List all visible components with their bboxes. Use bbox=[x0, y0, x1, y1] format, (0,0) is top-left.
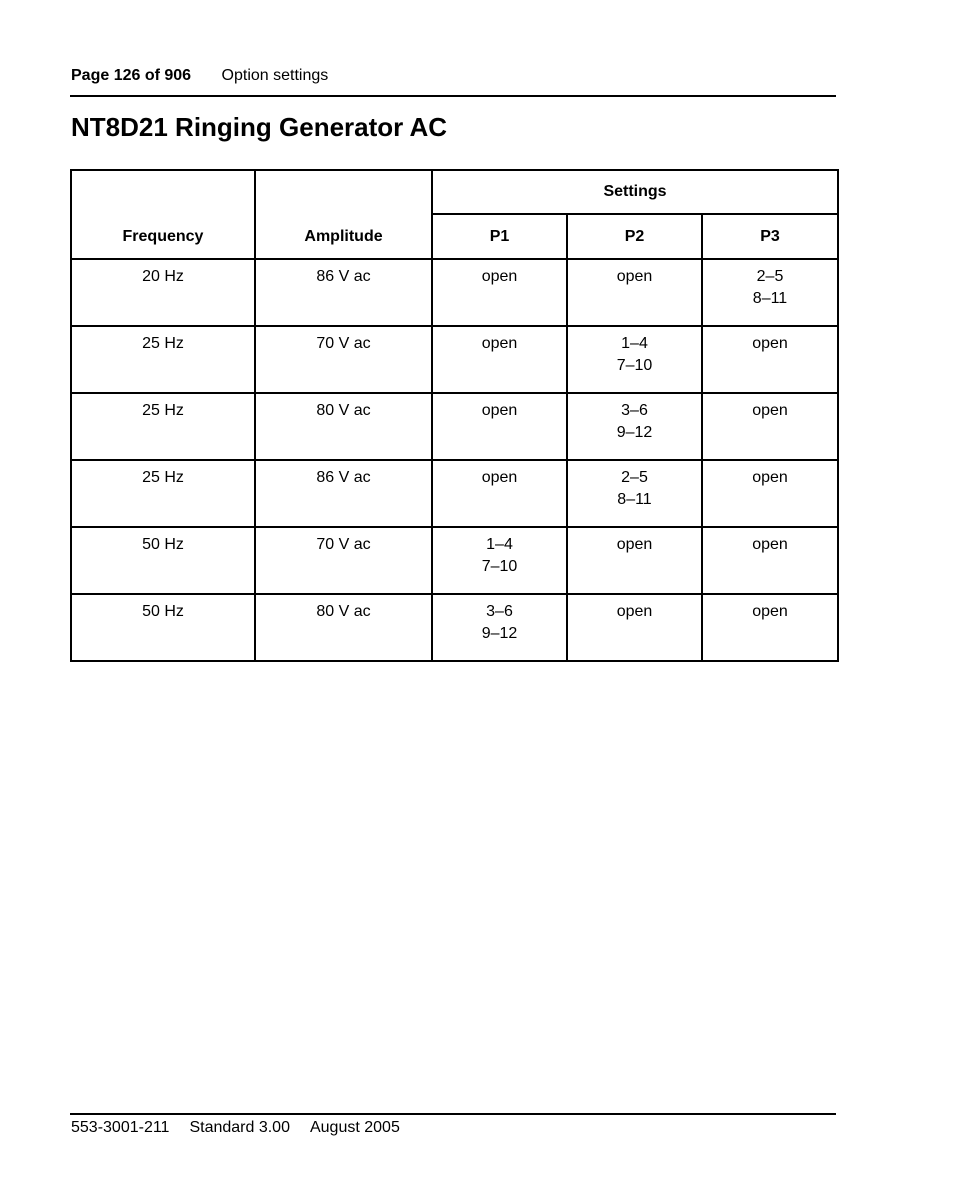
section-name: Option settings bbox=[221, 67, 329, 84]
cell-p3 bbox=[702, 527, 838, 594]
cell-p1-line: 7–10 bbox=[481, 558, 518, 575]
cell-p3-line: open bbox=[752, 536, 788, 553]
table-row bbox=[71, 460, 838, 527]
cell-p1-line: open bbox=[481, 402, 518, 419]
cell-amplitude: 70 V ac bbox=[255, 527, 432, 594]
cell-p1-line: 3–6 bbox=[486, 603, 513, 620]
cell-p3 bbox=[702, 259, 838, 326]
settings-table bbox=[70, 169, 839, 662]
column-header-p2: P2 bbox=[567, 214, 702, 259]
cell-p3-line: 8–11 bbox=[752, 290, 788, 307]
cell-p1 bbox=[432, 527, 567, 594]
cell-frequency: 20 Hz bbox=[71, 259, 255, 326]
table-body bbox=[71, 259, 838, 661]
cell-p1 bbox=[432, 594, 567, 661]
column-header-p1: P1 bbox=[432, 214, 567, 259]
cell-p2-line: 9–12 bbox=[616, 424, 653, 441]
cell-p2-line: 3–6 bbox=[621, 402, 648, 419]
table-header-row bbox=[71, 170, 838, 214]
table-row bbox=[71, 527, 838, 594]
cell-frequency: 50 Hz bbox=[71, 527, 255, 594]
cell-amplitude: 80 V ac bbox=[255, 393, 432, 460]
cell-p1-line: open bbox=[481, 469, 518, 486]
cell-p1-line: open bbox=[481, 335, 518, 352]
cell-frequency: 25 Hz bbox=[71, 393, 255, 460]
cell-amplitude: 86 V ac bbox=[255, 460, 432, 527]
column-header-p3: P3 bbox=[702, 214, 838, 259]
header-rule bbox=[70, 95, 836, 97]
cell-p3-line: open bbox=[752, 469, 788, 486]
cell-p3 bbox=[702, 326, 838, 393]
cell-p1 bbox=[432, 259, 567, 326]
page-header bbox=[71, 66, 328, 86]
column-header-frequency: Frequency bbox=[71, 170, 255, 259]
publication-date: August 2005 bbox=[309, 1119, 400, 1136]
footer-rule bbox=[70, 1113, 836, 1115]
cell-p3 bbox=[702, 594, 838, 661]
column-header-amplitude: Amplitude bbox=[255, 170, 432, 259]
cell-p2 bbox=[567, 326, 702, 393]
cell-p2 bbox=[567, 594, 702, 661]
cell-p1-line: 1–4 bbox=[486, 536, 513, 553]
cell-p1-line: open bbox=[481, 268, 518, 285]
cell-p1-line: 9–12 bbox=[481, 625, 518, 642]
cell-p1 bbox=[432, 393, 567, 460]
cell-p1 bbox=[432, 460, 567, 527]
document-number: 553-3001-211 bbox=[71, 1119, 170, 1136]
table-row bbox=[71, 259, 838, 326]
column-group-settings: Settings bbox=[432, 170, 838, 214]
cell-p2 bbox=[567, 460, 702, 527]
cell-p2 bbox=[567, 527, 702, 594]
page-number: Page 126 of 906 bbox=[71, 67, 192, 84]
cell-amplitude: 70 V ac bbox=[255, 326, 432, 393]
cell-p2-line: 2–5 bbox=[621, 469, 648, 486]
table-row bbox=[71, 393, 838, 460]
cell-amplitude: 86 V ac bbox=[255, 259, 432, 326]
cell-p2-line: 7–10 bbox=[616, 357, 653, 374]
page-footer bbox=[71, 1118, 420, 1138]
cell-p2-line: 1–4 bbox=[621, 335, 648, 352]
cell-p3 bbox=[702, 460, 838, 527]
cell-p3-line: 2–5 bbox=[756, 268, 784, 285]
cell-p2-line: 8–11 bbox=[617, 491, 652, 508]
cell-p3-line: open bbox=[752, 335, 788, 352]
cell-frequency: 25 Hz bbox=[71, 326, 255, 393]
table-row bbox=[71, 326, 838, 393]
cell-p3-line: open bbox=[752, 603, 788, 620]
standard-version: Standard 3.00 bbox=[189, 1119, 290, 1136]
table-row bbox=[71, 594, 838, 661]
cell-p2-line: open bbox=[616, 536, 653, 553]
cell-amplitude: 80 V ac bbox=[255, 594, 432, 661]
page-title: NT8D21 Ringing Generator AC bbox=[71, 112, 448, 142]
cell-frequency: 50 Hz bbox=[71, 594, 255, 661]
cell-frequency: 25 Hz bbox=[71, 460, 255, 527]
cell-p2 bbox=[567, 393, 702, 460]
cell-p3-line: open bbox=[752, 402, 788, 419]
cell-p2-line: open bbox=[616, 268, 653, 285]
cell-p3 bbox=[702, 393, 838, 460]
cell-p1 bbox=[432, 326, 567, 393]
cell-p2-line: open bbox=[616, 603, 653, 620]
cell-p2 bbox=[567, 259, 702, 326]
